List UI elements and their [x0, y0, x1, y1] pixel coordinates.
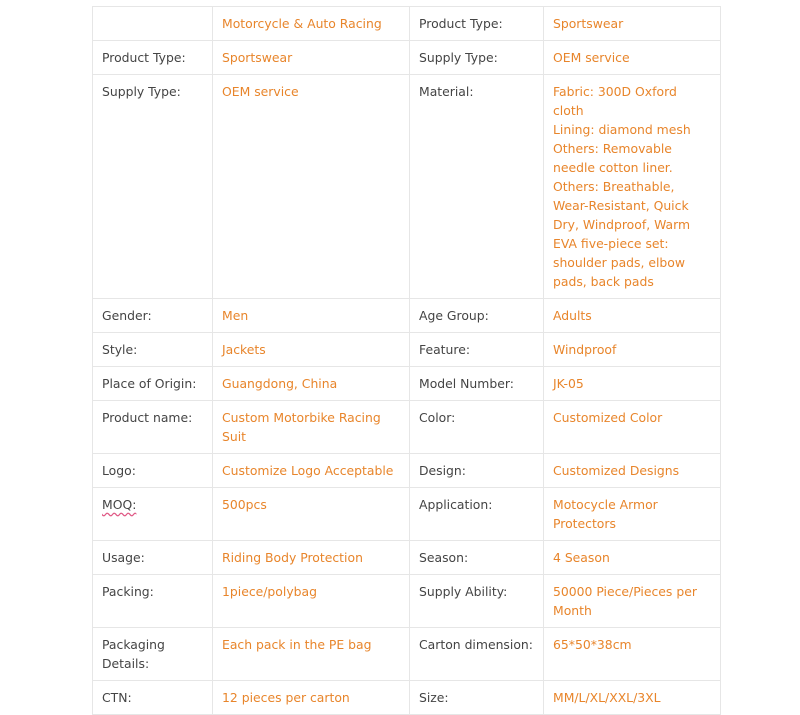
- table-row: [93, 575, 721, 628]
- spec-value: OEM service: [544, 41, 721, 75]
- spec-value: Sportswear: [213, 41, 410, 75]
- spec-label: Model Number:: [410, 367, 544, 401]
- spec-value: 12 pieces per carton: [213, 681, 410, 715]
- table-row: [93, 681, 721, 715]
- spec-label: Place of Origin:: [93, 367, 213, 401]
- table-row: [93, 333, 721, 367]
- table-row: [93, 75, 721, 299]
- spec-label: Gender:: [93, 299, 213, 333]
- spec-value: Custom Motorbike Racing Suit: [213, 401, 410, 454]
- spec-value: Customize Logo Acceptable: [213, 454, 410, 488]
- spec-label: Product name:: [93, 401, 213, 454]
- spec-value: Motocycle Armor Protectors: [544, 488, 721, 541]
- spec-label: Packaging Details:: [93, 628, 213, 681]
- spec-value: Jackets: [213, 333, 410, 367]
- table-row: [93, 541, 721, 575]
- spec-value: 65*50*38cm: [544, 628, 721, 681]
- spec-label: Season:: [410, 541, 544, 575]
- spec-label: Supply Type:: [410, 41, 544, 75]
- spec-label: Carton dimension:: [410, 628, 544, 681]
- table-row: [93, 628, 721, 681]
- spec-label: Logo:: [93, 454, 213, 488]
- spec-label: Size:: [410, 681, 544, 715]
- spec-label: Design:: [410, 454, 544, 488]
- spec-value: Each pack in the PE bag: [213, 628, 410, 681]
- spec-value: 4 Season: [544, 541, 721, 575]
- spec-value: 50000 Piece/Pieces per Month: [544, 575, 721, 628]
- table-row: [93, 401, 721, 454]
- spec-value: Windproof: [544, 333, 721, 367]
- spec-label: Supply Type:: [93, 75, 213, 299]
- spec-value: Riding Body Protection: [213, 541, 410, 575]
- spec-label: Age Group:: [410, 299, 544, 333]
- spec-value: MM/L/XL/XXL/3XL: [544, 681, 721, 715]
- material-value: Fabric: 300D Oxford cloth Lining: diamond mesh Others: Removable needle cotton liner. Others: Breathable, Wear-Resistant, Quick Dry, Windproof, Warm EVA five-piece set: shoulder pads, elbow pads, back pads: [544, 75, 721, 299]
- spec-label: Color:: [410, 401, 544, 454]
- spec-value: 1piece/polybag: [213, 575, 410, 628]
- table-row: [93, 454, 721, 488]
- spec-label: Product Type:: [410, 7, 544, 41]
- moq-label: MOQ:: [102, 497, 137, 512]
- spec-label: CTN:: [93, 681, 213, 715]
- table-row: [93, 367, 721, 401]
- spec-value: OEM service: [213, 75, 410, 299]
- spec-label: Packing:: [93, 575, 213, 628]
- spec-label: [93, 7, 213, 41]
- spec-value: Motorcycle & Auto Racing: [213, 7, 410, 41]
- spec-value: Men: [213, 299, 410, 333]
- spec-label: [93, 488, 213, 541]
- table-row: [93, 299, 721, 333]
- spec-value: Guangdong, China: [213, 367, 410, 401]
- table-row: [93, 7, 721, 41]
- table-row: [93, 488, 721, 541]
- spec-label: Supply Ability:: [410, 575, 544, 628]
- spec-label: Style:: [93, 333, 213, 367]
- spec-label: Product Type:: [93, 41, 213, 75]
- spec-label: Material:: [410, 75, 544, 299]
- spec-label: Usage:: [93, 541, 213, 575]
- table-row: [93, 41, 721, 75]
- spec-label: Feature:: [410, 333, 544, 367]
- spec-value: Customized Color: [544, 401, 721, 454]
- spec-value: Customized Designs: [544, 454, 721, 488]
- spec-value: 500pcs: [213, 488, 410, 541]
- spec-value: Sportswear: [544, 7, 721, 41]
- spec-value: Adults: [544, 299, 721, 333]
- product-spec-table: [92, 6, 721, 715]
- spec-label: Application:: [410, 488, 544, 541]
- spec-value: JK-05: [544, 367, 721, 401]
